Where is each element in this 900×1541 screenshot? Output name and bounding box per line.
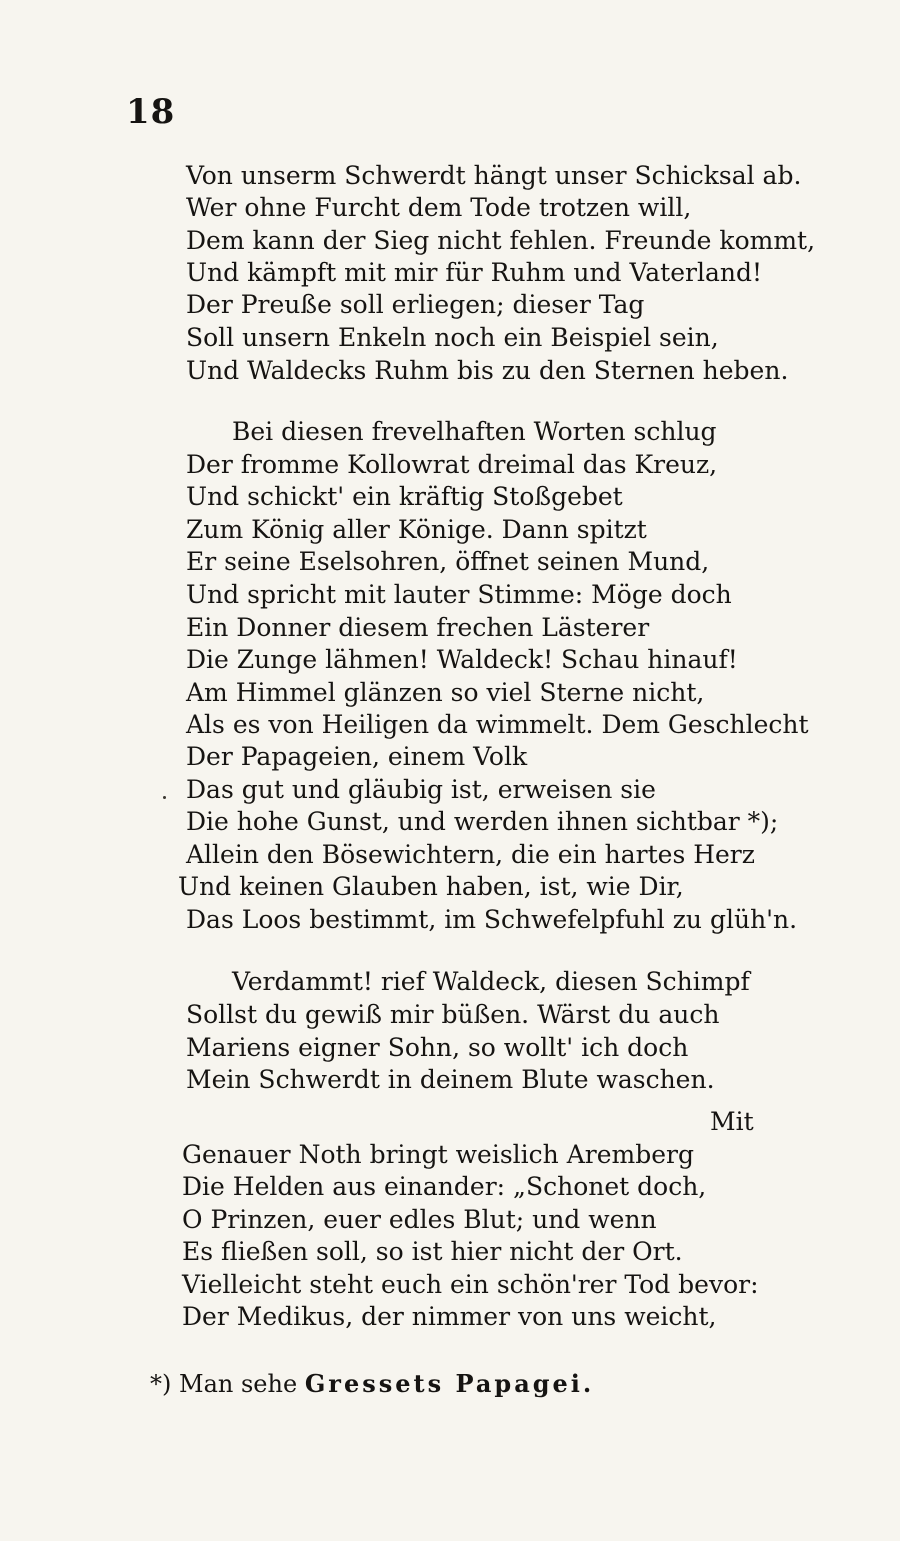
ink-speck [163,796,166,799]
verse-line: Ein Donner diesem frechen Lästerer [186,613,650,642]
verse-line: Der Papageien, einem Volk [186,742,528,771]
verse-line: Mariens eigner Sohn, so wollt' ich doch [186,1033,689,1062]
verse-line: Und schickt' ein kräftig Stoßgebet [186,482,623,511]
verse-line: Genauer Noth bringt weislich Aremberg [182,1140,694,1169]
verse-line: Die Helden aus einander: „Schonet doch, [182,1172,707,1201]
footnote [150,1368,594,1400]
footnote-marker: *) [150,1370,172,1398]
footnote-emphasis: Gressets Papagei. [304,1369,595,1398]
verse-line: Von unserm Schwerdt hängt unser Schicksal ab. [186,161,802,190]
verse-line: Vielleicht steht euch ein schön'rer Tod bevor: [182,1270,759,1299]
verse-line: Mein Schwerdt in deinem Blute waschen. [186,1065,715,1094]
verse-line: Allein den Bösewichtern, die ein hartes Herz [186,840,755,869]
verse-line: Und spricht mit lauter Stimme: Möge doch [186,580,732,609]
verse-line: Sollst du gewiß mir büßen. Wärst du auch [186,1000,720,1029]
verse-line: Wer ohne Furcht dem Tode trotzen will, [186,193,692,222]
verse-line: Zum König aller Könige. Dann spitzt [186,515,647,544]
verse-line: Als es von Heiligen da wimmelt. Dem Geschlecht [186,710,809,739]
verse-line: Die hohe Gunst, und werden ihnen sichtbar *); [186,807,779,836]
verse-line: Das gut und gläubig ist, erweisen sie [186,775,656,804]
verse-line: Der fromme Kollowrat dreimal das Kreuz, [186,450,718,479]
verse-line: Am Himmel glänzen so viel Sterne nicht, [186,678,705,707]
verse-line: Und Waldecks Ruhm bis zu den Sternen heben. [186,356,789,385]
verse-line: Und kämpft mit mir für Ruhm und Vaterland! [186,258,763,287]
verse-line: Es fließen soll, so ist hier nicht der Ort. [182,1237,683,1266]
verse-line: Das Loos bestimmt, im Schwefelpfuhl zu glüh'n. [186,905,798,934]
footnote-text: Man sehe [179,1370,298,1398]
page-number: 18 [126,92,176,132]
verse-line: Bei diesen frevelhaften Worten schlug [232,417,717,446]
catchword: Mit [710,1107,754,1136]
verse-line: Er seine Eselsohren, öffnet seinen Mund, [186,547,710,576]
verse-line: Der Medikus, der nimmer von uns weicht, [182,1302,717,1331]
verse-line: Die Zunge lähmen! Waldeck! Schau hinauf! [186,645,738,674]
verse-line: Dem kann der Sieg nicht fehlen. Freunde kommt, [186,226,816,255]
verse-line: Soll unsern Enkeln noch ein Beispiel sein, [186,323,719,352]
verse-line: Und keinen Glauben haben, ist, wie Dir, [178,872,684,901]
verse-line: O Prinzen, euer edles Blut; und wenn [182,1205,657,1234]
verse-line: Verdammt! rief Waldeck, diesen Schimpf [232,967,750,996]
verse-line: Der Preuße soll erliegen; dieser Tag [186,290,645,319]
